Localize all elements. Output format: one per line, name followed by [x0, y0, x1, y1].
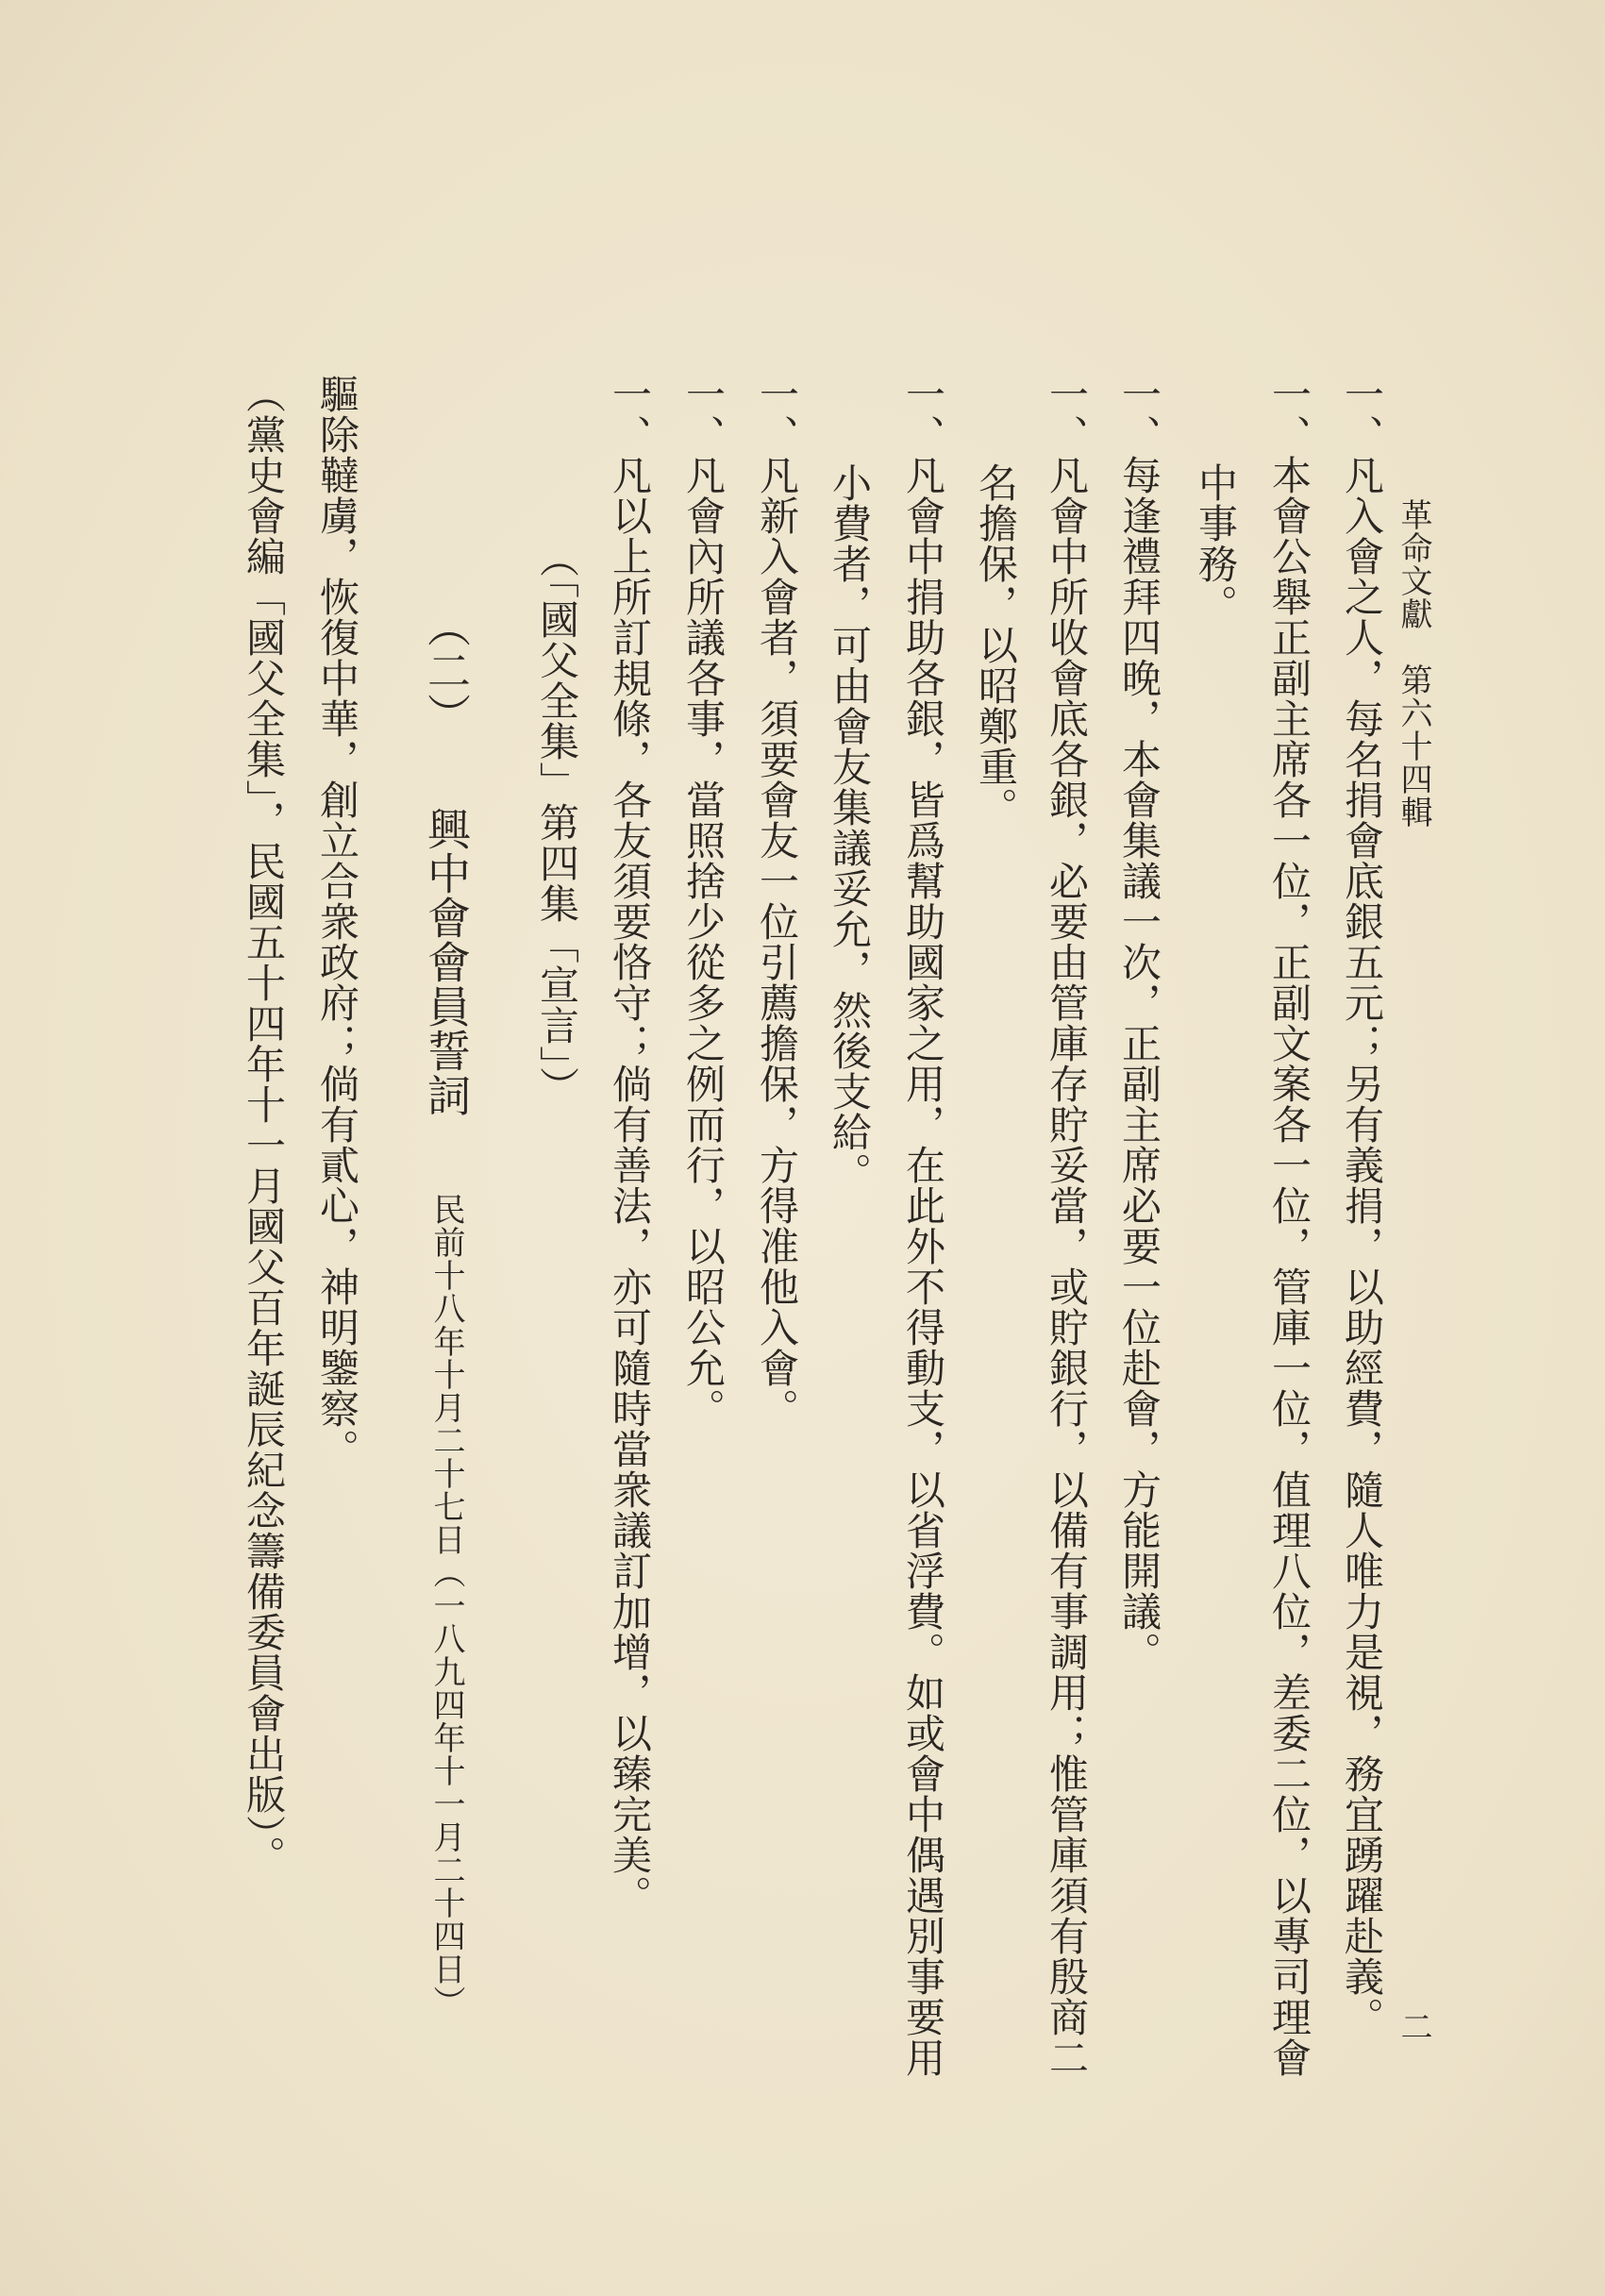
- section-heading: [421, 604, 472, 2019]
- article-5: 一、凡會中捐助各銀，皆爲幫助國家之用，在此外不得動支，以省浮費。如或會中偶遇別事要用: [900, 374, 946, 2078]
- article-6: 一、凡新入會者，須要會友一位引薦擔保，方得准他入會。: [754, 374, 800, 1429]
- article-1: 一、凡入會之人，每名捐會底銀五元；另有義捐，以助經費，隨人唯力是視，務宜踴躍赴義。: [1339, 374, 1385, 2037]
- article-5-continued: 小費者，可由會友集議妥允，然後支給。: [827, 462, 873, 1193]
- article-3: 一、每逢禮拜四晚，本會集議一次，正副主席必要一位赴會，方能開議。: [1116, 374, 1162, 1672]
- article-8: 一、凡以上所訂規條，各友須要恪守；倘有善法，亦可隨時當衆議訂加增，以臻完美。: [607, 374, 653, 1916]
- article-7: 一、凡會內所議各事，當照捨少從多之例而行，以昭公允。: [680, 374, 727, 1429]
- article-4-continued: 名擔保，以昭鄭重。: [973, 462, 1019, 828]
- section-title: 興中會會員誓詞: [421, 807, 472, 1117]
- article-2: 一、本會公舉正副主席各一位，正副文案各一位，管庫一位，值理八位，差委二位，以專司理會: [1266, 374, 1312, 2078]
- section-number: （二）: [421, 604, 472, 737]
- running-header: 革命文獻 第六十四輯: [1395, 498, 1432, 829]
- oath-text: 驅除韃虜，恢復中華，創立合衆政府；倘有貳心，神明鑒察。: [314, 374, 360, 1469]
- section-date: 民前十八年十月二十七日（一八九四年十一月二十四日）: [427, 1193, 465, 2019]
- source-note: （黨史會編「國父全集」，民國五十四年十一月國父百年誕辰紀念籌備委員會出版）。: [241, 374, 287, 1876]
- article-2-continued: 中事務。: [1193, 462, 1239, 625]
- article-4: 一、凡會中所收會底各銀，必要由管庫存貯妥當，或貯銀行，以備有事調用；惟管庫須有殷商二: [1044, 374, 1090, 2078]
- citation: （「國父全集」第四集「宣言」）: [534, 538, 580, 1107]
- page-number: 二: [1395, 2010, 1432, 2043]
